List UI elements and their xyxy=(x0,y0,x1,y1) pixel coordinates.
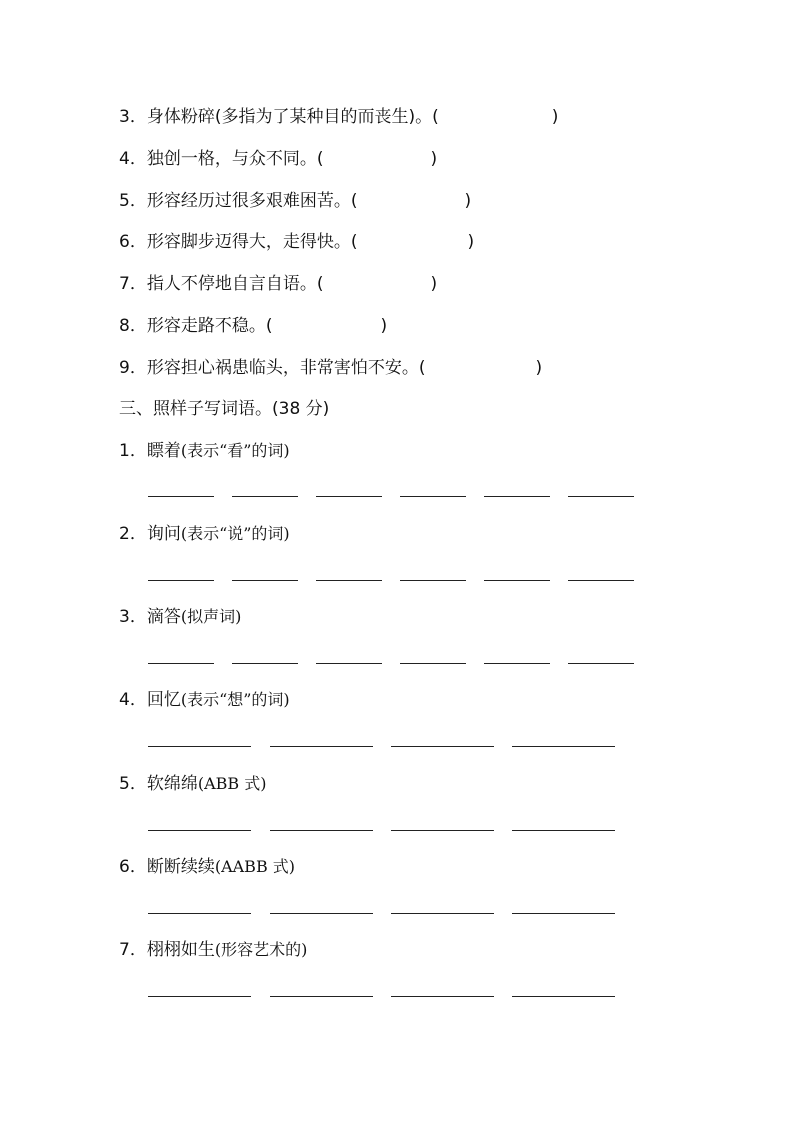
question-2 xyxy=(119,523,290,545)
item-close: ) xyxy=(430,274,438,294)
question-hint: (表示“想”的词) xyxy=(180,690,290,709)
item-number: 7． xyxy=(119,274,147,294)
answer-blank[interactable] xyxy=(400,580,466,581)
answer-blank[interactable] xyxy=(400,663,466,664)
answer-blank[interactable] xyxy=(391,830,494,831)
answer-blank[interactable] xyxy=(512,746,615,747)
item-6 xyxy=(119,231,474,253)
answer-blank[interactable] xyxy=(270,913,373,914)
item-8 xyxy=(119,315,387,337)
item-close: ) xyxy=(535,358,543,378)
question-word: 软绵绵 xyxy=(146,774,198,794)
item-number: 4． xyxy=(119,149,147,169)
answer-blank[interactable] xyxy=(148,496,214,497)
question-number: 4． xyxy=(119,690,147,710)
answer-blank[interactable] xyxy=(232,496,298,497)
item-number: 5． xyxy=(119,191,147,211)
answer-blank[interactable] xyxy=(512,996,615,997)
item-number: 6． xyxy=(119,232,147,252)
answer-blank[interactable] xyxy=(568,580,634,581)
answer-blank[interactable] xyxy=(512,913,615,914)
question-word: 栩栩如生 xyxy=(146,940,215,960)
answer-blank[interactable] xyxy=(484,580,550,581)
item-text: 形容走路不稳。( xyxy=(146,316,273,336)
answer-blank[interactable] xyxy=(391,913,494,914)
question-number: 2． xyxy=(119,524,147,544)
question-number: 1． xyxy=(119,441,147,461)
question-4 xyxy=(119,689,290,711)
question-7 xyxy=(119,939,307,961)
item-text: 身体粉碎(多指为了某种目的而丧生)。( xyxy=(146,107,439,127)
answer-blank[interactable] xyxy=(148,580,214,581)
item-close: ) xyxy=(430,149,438,169)
question-number: 5． xyxy=(119,774,147,794)
item-text: 指人不停地自言自语。( xyxy=(146,274,324,294)
item-close: ) xyxy=(467,232,475,252)
answer-blank[interactable] xyxy=(568,496,634,497)
item-close: ) xyxy=(380,316,388,336)
answer-blank[interactable] xyxy=(148,996,251,997)
item-4 xyxy=(119,148,437,170)
answer-blank[interactable] xyxy=(568,663,634,664)
answer-blank[interactable] xyxy=(316,663,382,664)
section-heading: 三、照样子写词语。(38 分) xyxy=(119,399,330,419)
item-3 xyxy=(119,106,558,128)
answer-blank[interactable] xyxy=(148,830,251,831)
answer-blank[interactable] xyxy=(400,496,466,497)
answer-blank[interactable] xyxy=(391,996,494,997)
question-word: 询问 xyxy=(146,524,181,544)
question-hint: (AABB 式) xyxy=(214,857,296,876)
item-5 xyxy=(119,190,471,212)
answer-blank[interactable] xyxy=(232,663,298,664)
item-text: 形容担心祸患临头，非常害怕不安。( xyxy=(146,358,426,378)
answer-blank[interactable] xyxy=(484,496,550,497)
item-text: 形容经历过很多艰难困苦。( xyxy=(146,191,358,211)
item-number: 8． xyxy=(119,316,147,336)
question-1 xyxy=(119,440,290,462)
item-7 xyxy=(119,273,437,295)
question-word: 断断续续 xyxy=(146,857,215,877)
answer-blank[interactable] xyxy=(270,996,373,997)
question-number: 6． xyxy=(119,857,147,877)
item-close: ) xyxy=(551,107,559,127)
answer-blank[interactable] xyxy=(512,830,615,831)
item-9 xyxy=(119,357,542,379)
answer-blank[interactable] xyxy=(148,663,214,664)
answer-blank[interactable] xyxy=(270,746,373,747)
question-word: 瞟着 xyxy=(146,441,181,461)
answer-blank[interactable] xyxy=(484,663,550,664)
answer-blank[interactable] xyxy=(148,913,251,914)
answer-blank[interactable] xyxy=(148,746,251,747)
item-close: ) xyxy=(464,191,472,211)
answer-blank[interactable] xyxy=(232,580,298,581)
question-hint: (拟声词) xyxy=(180,607,242,626)
question-hint: (形容艺术的) xyxy=(214,940,308,959)
answer-blank[interactable] xyxy=(270,830,373,831)
item-text: 独创一格，与众不同。( xyxy=(146,149,324,169)
answer-blank[interactable] xyxy=(316,496,382,497)
item-number: 3． xyxy=(119,107,147,127)
question-6 xyxy=(119,856,295,878)
question-hint: (表示“看”的词) xyxy=(180,441,290,460)
question-hint: (表示“说”的词) xyxy=(180,524,290,543)
question-5 xyxy=(119,773,266,795)
question-3 xyxy=(119,606,241,628)
answer-blank[interactable] xyxy=(391,746,494,747)
question-number: 7． xyxy=(119,940,147,960)
item-number: 9． xyxy=(119,358,147,378)
item-text: 形容脚步迈得大，走得快。( xyxy=(146,232,358,252)
question-number: 3． xyxy=(119,607,147,627)
question-word: 回忆 xyxy=(146,690,181,710)
question-word: 滴答 xyxy=(146,607,181,627)
question-hint: (ABB 式) xyxy=(197,774,267,793)
answer-blank[interactable] xyxy=(316,580,382,581)
